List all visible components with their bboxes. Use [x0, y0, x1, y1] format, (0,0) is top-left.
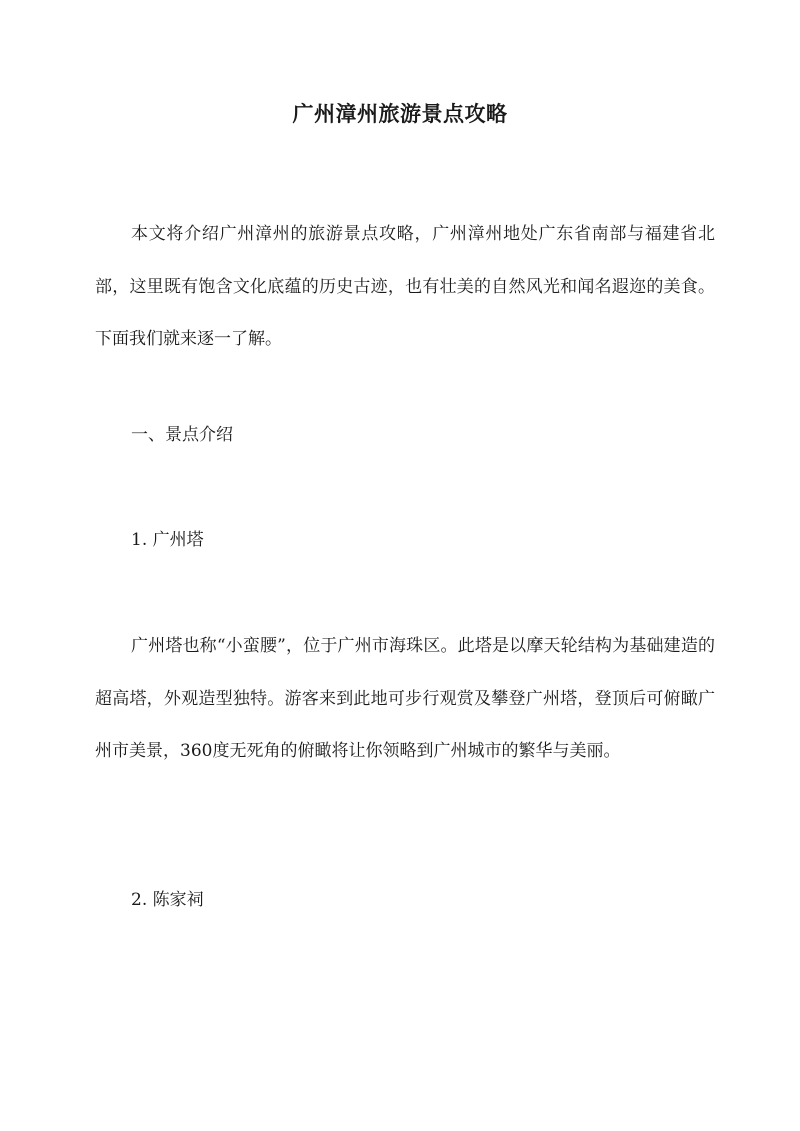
item-body-canton-tower: 广州塔也称“小蛮腰”，位于广州市海珠区。此塔是以摩天轮结构为基础建造的超高塔，外观造型独特。游客来到此地可步行观赏及攀登广州塔，登顶后可俯瞰广州市美景，360度无死角的俯瞰将让你领略到广州城市的繁华与美丽。	[95, 636, 715, 761]
document-title: 广州漳州旅游景点攻略	[292, 101, 508, 126]
section-heading: 一、景点介绍	[131, 425, 233, 445]
item-heading-chen-clan-academy: 2. 陈家祠	[131, 890, 204, 910]
item-heading-canton-tower: 1. 广州塔	[131, 530, 204, 550]
intro-paragraph: 本文将介绍广州漳州的旅游景点攻略，广州漳州地处广东省南部与福建省北部，这里既有饱含文化底蕴的历史古迹，也有壮美的自然风光和闻名遐迩的美食。下面我们就来逐一了解。	[95, 224, 715, 349]
